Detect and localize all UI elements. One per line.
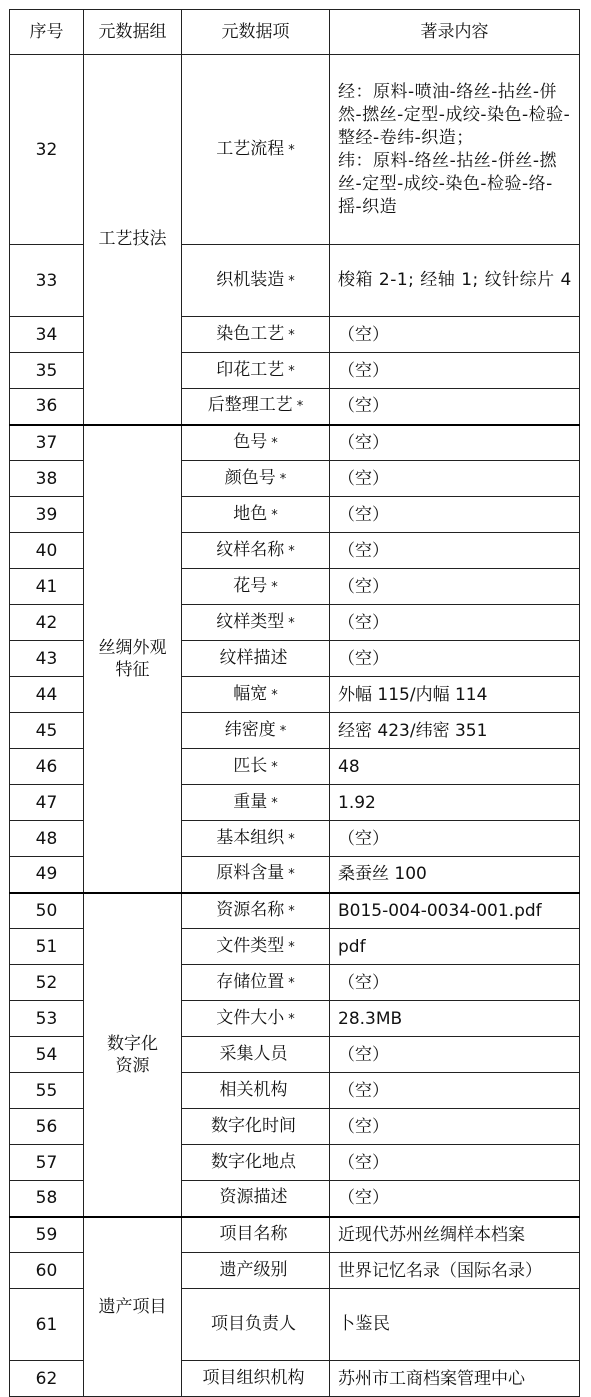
serial-cell: 35 [10,353,84,389]
item-label: 重量 [233,791,268,812]
serial-cell: 54 [10,1037,84,1073]
item-cell [182,425,330,461]
required-star-icon: * [288,1011,295,1027]
header-serial: 序号 [10,10,84,55]
serial-cell: 37 [10,425,84,461]
required-star-icon: * [296,399,304,415]
required-star-icon: * [271,435,278,451]
content-cell: 经密 423/纬密 351 [330,713,580,749]
item-label: 存储位置 [216,971,285,992]
serial-cell: 51 [10,929,84,965]
content-cell: 苏州市工商档案管理中心 [330,1361,580,1397]
header-item: 元数据项 [182,10,330,55]
content-cell: （空） [330,461,580,497]
item-label: 数字化时间 [211,1115,296,1136]
item-cell [182,1073,330,1109]
item-cell [182,1289,330,1361]
serial-cell: 58 [10,1181,84,1217]
required-star-icon: * [279,471,287,487]
content-cell: 梭箱 2-1; 经轴 1; 纹针综片 4 [330,245,580,317]
item-cell [182,965,330,1001]
table-row [10,1217,580,1253]
required-star-icon: * [271,795,278,811]
content-cell: 经：原料-喷油-络丝-拈丝-併然-撚丝-定型-成绞-染色-检验-整经-卷纬-织造； 纬：原料-络丝-拈丝-併丝-撚丝-定型-成绞-染色-检验-络-摇-织造 [330,55,580,245]
item-label: 资源名称 [216,899,285,920]
serial-cell: 45 [10,713,84,749]
item-label: 织机装造 [216,269,285,290]
content-cell: （空） [330,1073,580,1109]
item-label: 文件类型 [216,935,285,956]
content-cell: （空） [330,965,580,1001]
header-row [10,10,580,55]
item-cell [182,569,330,605]
serial-cell: 49 [10,857,84,893]
item-label: 纹样描述 [219,647,288,668]
serial-cell: 44 [10,677,84,713]
content-cell: （空） [330,1109,580,1145]
item-label: 相关机构 [219,1079,288,1100]
group-cell [84,1217,182,1397]
item-cell [182,641,330,677]
item-label: 资源描述 [219,1187,288,1208]
serial-cell: 34 [10,317,84,353]
item-label: 后整理工艺 [207,395,293,416]
serial-cell: 59 [10,1217,84,1253]
table-row [10,893,580,929]
item-label: 纹样类型 [216,611,285,632]
item-cell [182,461,330,497]
item-cell [182,317,330,353]
group-label: 工艺技法 [98,229,167,250]
content-cell: 世界记忆名录（国际名录） [330,1253,580,1289]
serial-cell: 62 [10,1361,84,1397]
content-cell: 28.3MB [330,1001,580,1037]
content-cell: 1.92 [330,785,580,821]
serial-cell: 46 [10,749,84,785]
item-label: 匹长 [233,755,268,776]
serial-cell: 53 [10,1001,84,1037]
required-star-icon: * [271,687,278,703]
item-label: 数字化地点 [211,1151,296,1172]
item-cell [182,497,330,533]
metadata-table [9,9,580,1397]
item-cell [182,857,330,893]
item-cell [182,749,330,785]
table-row [10,425,580,461]
serial-cell: 33 [10,245,84,317]
item-label: 项目负责人 [211,1313,296,1334]
item-label: 工艺流程 [216,138,285,159]
group-cell [84,893,182,1217]
serial-cell: 38 [10,461,84,497]
item-cell [182,353,330,389]
item-label: 颜色号 [224,467,276,488]
item-label: 基本组织 [216,827,285,848]
content-cell: （空） [330,1181,580,1217]
required-star-icon: * [288,327,295,343]
content-cell: （空） [330,425,580,461]
item-label: 遗产级别 [219,1259,288,1280]
table-row [10,55,580,245]
serial-cell: 42 [10,605,84,641]
item-label: 纹样名称 [216,539,285,560]
required-star-icon: * [288,975,295,991]
item-cell [182,533,330,569]
item-cell [182,389,330,425]
content-cell: （空） [330,1145,580,1181]
item-cell [182,713,330,749]
content-cell: （空） [330,353,580,389]
item-label: 原料含量 [216,863,285,884]
content-cell: （空） [330,1037,580,1073]
item-cell [182,1361,330,1397]
content-cell: （空） [330,821,580,857]
content-cell: 卜鉴民 [330,1289,580,1361]
serial-cell: 47 [10,785,84,821]
required-star-icon: * [288,903,295,919]
serial-cell: 57 [10,1145,84,1181]
group-cell [84,425,182,893]
required-star-icon: * [288,831,295,847]
item-cell [182,785,330,821]
required-star-icon: * [288,273,295,289]
item-cell [182,1109,330,1145]
required-star-icon: * [288,543,295,559]
serial-cell: 32 [10,55,84,245]
item-cell [182,821,330,857]
item-cell [182,1001,330,1037]
item-cell [182,1181,330,1217]
required-star-icon: * [288,363,295,379]
serial-cell: 48 [10,821,84,857]
content-cell: （空） [330,533,580,569]
group-label: 数字化 资源 [107,1033,158,1076]
item-cell [182,1145,330,1181]
serial-cell: 56 [10,1109,84,1145]
item-cell [182,893,330,929]
item-label: 纬密度 [224,719,276,740]
item-cell [182,1217,330,1253]
serial-cell: 60 [10,1253,84,1289]
content-cell: 外幅 115/内幅 114 [330,677,580,713]
group-label: 遗产项目 [98,1296,167,1317]
serial-cell: 40 [10,533,84,569]
item-label: 项目名称 [219,1223,288,1244]
item-label: 文件大小 [216,1007,285,1028]
item-cell [182,929,330,965]
serial-cell: 41 [10,569,84,605]
content-cell: 桑蚕丝 100 [330,857,580,893]
item-label: 印花工艺 [216,359,285,380]
item-cell [182,55,330,245]
item-label: 幅宽 [233,683,268,704]
serial-cell: 52 [10,965,84,1001]
item-cell [182,1253,330,1289]
content-cell: （空） [330,389,580,425]
item-label: 花号 [233,575,268,596]
serial-cell: 55 [10,1073,84,1109]
item-label: 项目组织机构 [202,1367,305,1388]
item-label: 染色工艺 [216,323,285,344]
header-content: 著录内容 [330,10,580,55]
item-cell [182,1037,330,1073]
content-cell: （空） [330,641,580,677]
content-cell: 近现代苏州丝绸样本档案 [330,1217,580,1253]
required-star-icon: * [288,142,295,158]
required-star-icon: * [288,939,295,955]
serial-cell: 43 [10,641,84,677]
content-cell: B015-004-0034-001.pdf [330,893,580,929]
header-group: 元数据组 [84,10,182,55]
item-cell [182,245,330,317]
item-cell [182,605,330,641]
required-star-icon: * [271,759,278,775]
item-label: 色号 [233,431,268,452]
content-cell: pdf [330,929,580,965]
item-cell [182,677,330,713]
serial-cell: 36 [10,389,84,425]
content-cell: 48 [330,749,580,785]
required-star-icon: * [279,723,287,739]
content-cell: （空） [330,605,580,641]
required-star-icon: * [288,615,295,631]
content-cell: （空） [330,317,580,353]
serial-cell: 50 [10,893,84,929]
serial-cell: 39 [10,497,84,533]
serial-cell: 61 [10,1289,84,1361]
required-star-icon: * [271,507,278,523]
group-label: 丝绸外观 特征 [98,637,167,680]
content-cell: （空） [330,497,580,533]
item-label: 地色 [233,503,268,524]
required-star-icon: * [288,867,295,883]
content-cell: （空） [330,569,580,605]
required-star-icon: * [271,579,278,595]
item-label: 采集人员 [219,1043,288,1064]
group-cell [84,55,182,425]
